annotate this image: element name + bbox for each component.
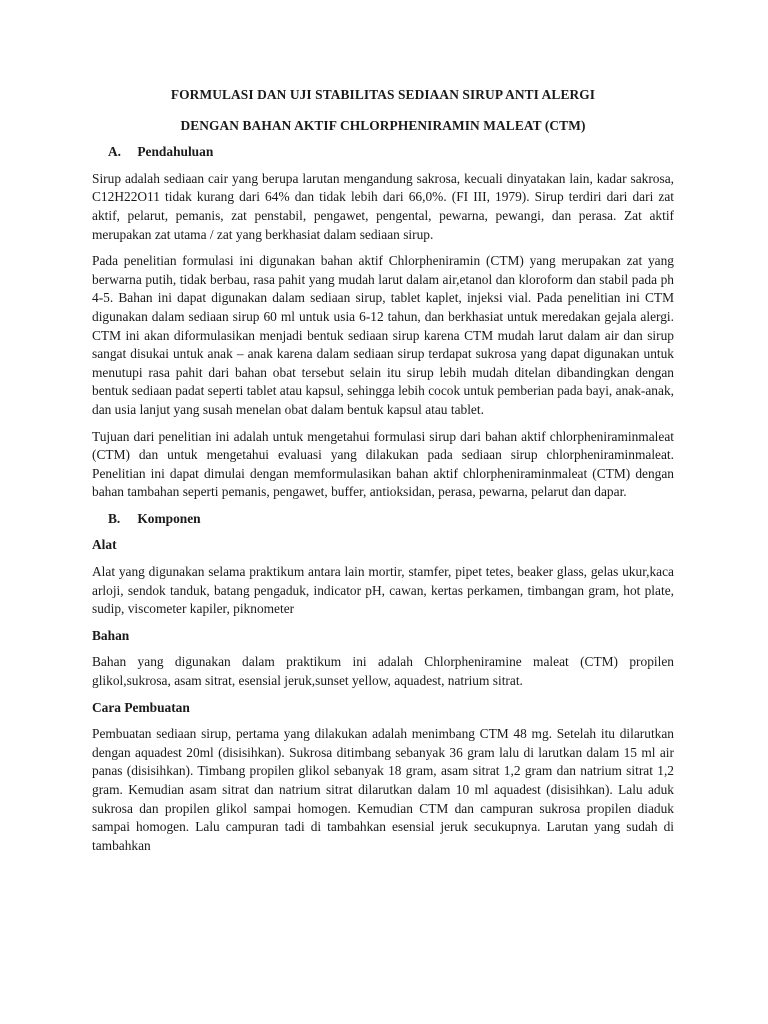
- paragraph-sirup-definition: Sirup adalah sediaan cair yang berupa larutan mengandung sakrosa, kecuali dinyatakan lain, kadar sakrosa, C12H22O11 tidak kurang dari 64% dan tidak lebih dari 66,0%. (FI III, 1979). Sirup terdiri dari dari zat aktif, pelarut, pemanis, zat penstabil, pengawet, pengental, pewarna, pewangi, dan perasa. Zat aktif merupakan zat utama / zat yang berkhasiat dalam sediaan sirup.: [92, 170, 674, 242]
- section-a-number: A.: [108, 144, 122, 160]
- alat-paragraph: Alat yang digunakan selama praktikum antara lain mortir, stamfer, pipet tetes, beaker glass, gelas ukur,kaca arloji, sendok tanduk, batang pengaduk, indicator pH, cawan, kertas perkamen, timbangan gram, hot plate, sudip, viscometer kapiler, piknometer: [92, 564, 674, 617]
- cara-pembuatan-paragraph: Pembuatan sediaan sirup, pertama yang dilakukan adalah menimbang CTM 48 mg. Setelah itu dilarutkan dengan aquadest 20ml (disisihkan). Sukrosa ditimbang sebanyak 36 gram lalu di larutkan dalam 15 ml air panas (disisihkan). Timbang propilen glikol sebanyak 18 gram, asam sitrat 1,2 gram dan natrium sitrat 1,2 gram. Kemudian asam sitrat dan natrium sitrat dilarutkan dalam 10 ml aquadest (disisihkan). Lalu aduk sukrosa dan propilen glikol sampai homogen. Kemudian CTM dan campuran sukrosa propilen diaduk sampai homogen. Lalu campuran tadi di tambahkan esensial jeruk secukupnya. Larutan yang sudah di tambahkan: [92, 726, 674, 853]
- section-a-heading: [92, 143, 674, 162]
- paragraph-ctm-description: Pada penelitian formulasi ini digunakan bahan aktif Chlorpheniramin (CTM) yang merupakan zat yang berwarna putih, tidak berbau, rasa pahit yang mudah larut dalam air,etanol dan kloroform dan stabil pada ph 4-5. Bahan ini dapat digunakan dalam sediaan sirup, tablet kaplet, injeksi vial. Pada penelitian ini CTM digunakan dalam sediaan sirup 60 ml untuk usia 6-12 tahun, dan berkhasiat untuk meredakan gejala alergi. CTM ini akan diformulasikan menjadi bentuk sediaan sirup karena CTM mudah larut dalam air dan sirup sangat disukai untuk anak – anak karena dalam sediaan sirup terdapat sukrosa yang dapat digunakan untuk menutupi rasa pahit dari bahan obat tersebut selain itu sirup lebih mudah ditelan dibandingkan dengan bentuk sediaan padat seperti tablet atau kapsul, sehingga lebih cocok untuk pemberian pada bayi, anak-anak, dan usia lanjut yang susah menelan obat dalam bentuk kapsul atau tablet.: [92, 253, 674, 417]
- document-title-line-1: FORMULASI DAN UJI STABILITAS SEDIAAN SIRUP ANTI ALERGI: [170, 87, 596, 102]
- section-b-title: Komponen: [137, 510, 201, 526]
- document-page: [92, 86, 674, 863]
- bahan-paragraph: Bahan yang digunakan dalam praktikum ini adalah Chlorpheniramine maleat (CTM) propilen glikol,sukrosa, asam sitrat, esensial jeruk,sunset yellow, aquadest, natrium sitrat.: [92, 654, 674, 689]
- paragraph-research-goal: Tujuan dari penelitian ini adalah untuk mengetahui formulasi sirup dari bahan aktif chlorpheniraminmaleat (CTM) dan untuk mengetahui evaluasi yang dilakukan pada sediaan sirup chlorpheniraminmaleat. Penelitian ini dapat dimulai dengan memformulasikan bahan aktif chlorpheniraminmaleat (CTM) dengan bahan tambahan seperti pemanis, pengawet, buffer, antioksidan, perasa, pewarna, pelarut dan dapar.: [92, 428, 674, 500]
- section-a-title: Pendahuluan: [137, 144, 214, 160]
- section-b-number: B.: [108, 510, 121, 526]
- document-title-line-2: DENGAN BAHAN AKTIF CHLORPHENIRAMIN MALEAT (CTM): [180, 117, 586, 133]
- section-b-heading: [92, 510, 674, 529]
- bahan-heading: Bahan: [92, 627, 130, 643]
- cara-pembuatan-heading: Cara Pembuatan: [92, 699, 190, 715]
- alat-heading: Alat: [92, 537, 117, 553]
